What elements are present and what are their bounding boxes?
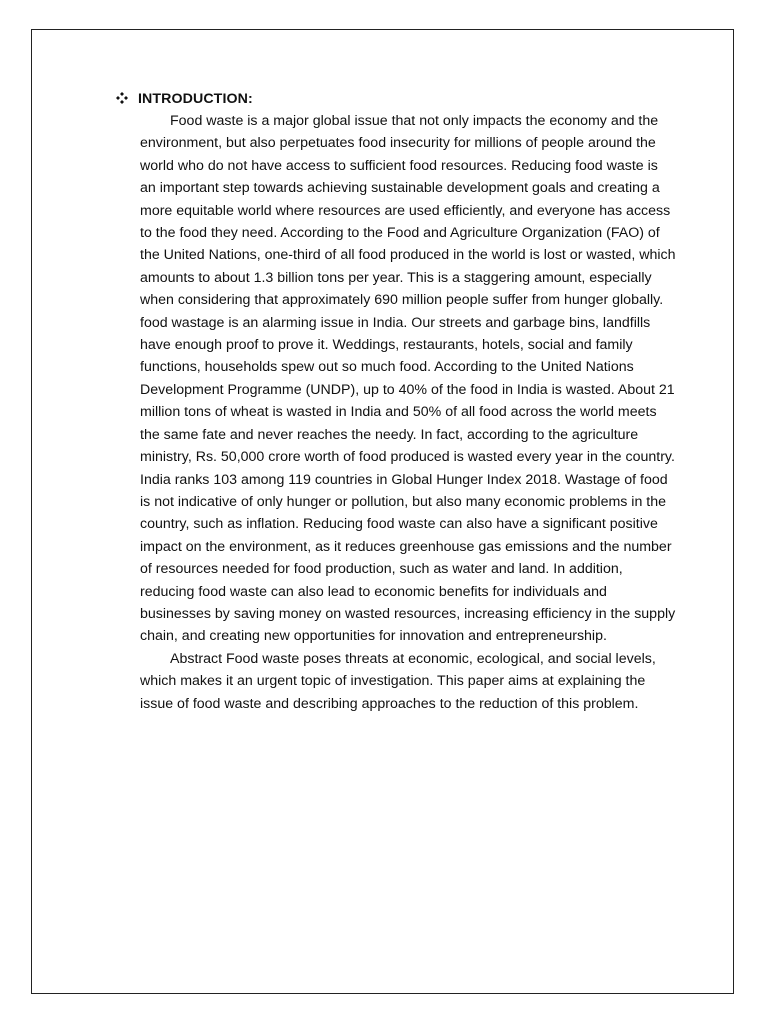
section-heading-row [116, 88, 676, 110]
document-content [116, 88, 676, 715]
paragraph-introduction: Food waste is a major global issue that not only impacts the economy and the environment, but also perpetuates food insecurity for millions of people around the world who do not have access to sufficient food resources. Reducing food waste is an important step towards achieving sustainable development goals and creating a more equitable world where resources are used efficiently, and everyone has access to the food they need. According to the Food and Agriculture Organization (FAO) of the United Nations, one-third of all food produced in the world is lost or wasted, which amounts to about 1.3 billion tons per year. This is a staggering amount, especially when considering that approximately 690 million people suffer from hunger globally. food wastage is an alarming issue in India. Our streets and garbage bins, landfills have enough proof to prove it. Weddings, restaurants, hotels, social and family functions, households spew out so much food. According to the United Nations Development Programme (UNDP), up to 40% of the food in India is wasted. About 21 million tons of wheat is wasted in India and 50% of all food across the world meets the same fate and never reaches the needy. In fact, according to the agriculture ministry, Rs. 50,000 crore worth of food produced is wasted every year in the country. India ranks 103 among 119 countries in Global Hunger Index 2018. Wastage of food is not indicative of only hunger or pollution, but also many economic problems in the country, such as inflation. Reducing food waste can also have a significant positive impact on the environment, as it reduces greenhouse gas emissions and the number of resources needed for food production, such as water and land. In addition, reducing food waste can also lead to economic benefits for individuals and businesses by saving money on wasted resources, increasing efficiency in the supply chain, and creating new opportunities for innovation and entrepreneurship. [140, 113, 676, 645]
paragraph-abstract: Abstract Food waste poses threats at economic, ecological, and social levels, which makes it an urgent topic of investigation. This paper aims at explaining the issue of food waste and describing approaches to the reduction of this problem. [140, 650, 656, 712]
section-heading: INTRODUCTION: [138, 91, 253, 107]
four-diamond-bullet-icon [116, 92, 130, 106]
body-text [140, 110, 676, 715]
